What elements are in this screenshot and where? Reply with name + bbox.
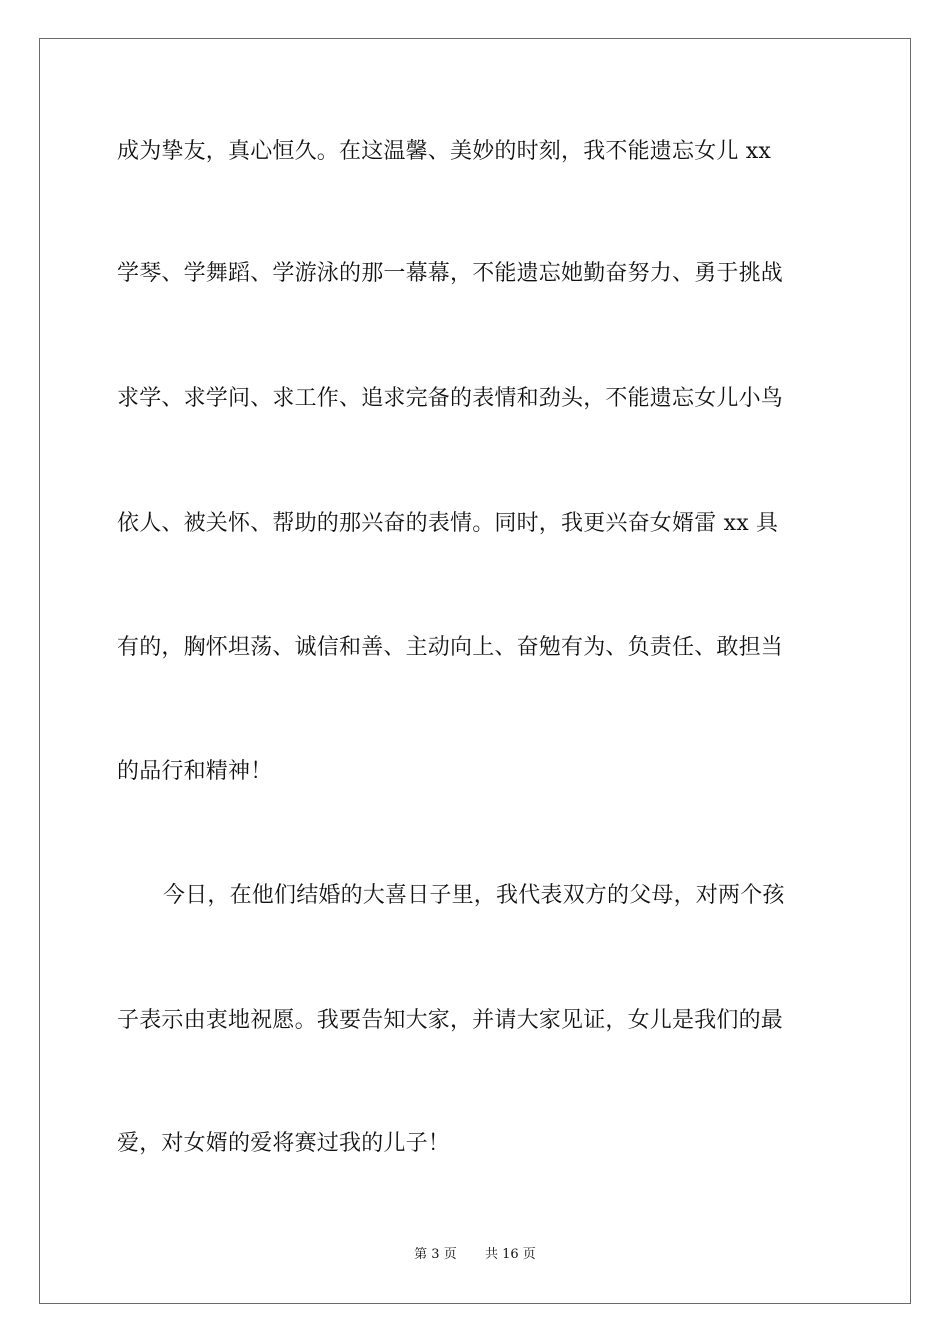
paragraph-line-1: 成为挚友，真心恒久。在这温馨、美妙的时刻，我不能遗忘女儿 xx	[117, 139, 772, 164]
paragraph-line-2: 学琴、学舞蹈、学游泳的那一幕幕，不能遗忘她勤奋努力、勇于挑战	[117, 261, 784, 286]
page-total: 共 16 页	[485, 1247, 536, 1262]
paragraph-line-5: 有的，胸怀坦荡、诚信和善、主动向上、奋勉有为、负责任、敢担当	[117, 635, 784, 660]
paragraph-line-7: 今日，在他们结婚的大喜日子里，我代表双方的父母，对两个孩	[163, 883, 785, 908]
page-footer	[0, 1246, 950, 1264]
page-number: 第 3 页	[414, 1247, 457, 1262]
page-frame	[39, 38, 911, 1304]
paragraph-line-6: 的品行和精神！	[117, 759, 273, 784]
paragraph-line-9: 爱，对女婿的爱将赛过我的儿子！	[117, 1131, 451, 1156]
paragraph-line-4: 依人、被关怀、帮助的那兴奋的表情。同时，我更兴奋女婿雷 xx 具	[117, 511, 779, 536]
paragraph-line-8: 子表示由衷地祝愿。我要告知大家，并请大家见证，女儿是我们的最	[117, 1008, 784, 1033]
paragraph-line-3: 求学、求学问、求工作、追求完备的表情和劲头，不能遗忘女儿小鸟	[117, 386, 784, 411]
